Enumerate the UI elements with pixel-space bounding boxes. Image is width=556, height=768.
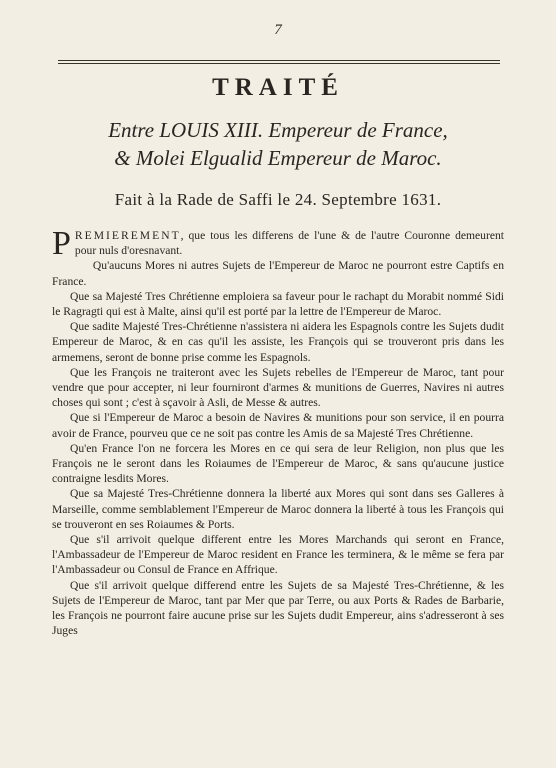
subtitle-line-2: & Molei Elgualid Empereur de Maroc. xyxy=(114,146,442,170)
article-3: Que sa Majesté Tres Chrétienne emploiera sa faveur pour le rachapt du Morabit nommé Sidi le Ragragti qui est à Malte, ainsi qu'il est porté par la lettre de l'Empereur de Maroc. xyxy=(52,289,504,319)
page-number: 7 xyxy=(274,22,282,38)
article-5: Que les François ne traiteront avec les Sujets rebelles de l'Empereur de Maroc, tant pour vendre que pour accepter, ni leur fourniront d'armes & munitions de Guerres, Navires ni autres choses qui sont ; c'est à sçavoir à Asli, de Messe & autres. xyxy=(52,365,504,410)
article-9: Que s'il arrivoit quelque different entre les Mores Marchands qui seront en France, l'Ambassadeur de l'Empereur de Maroc resident en France les terminera, & le même se fera par l'Ambassadeur ou Consul de France en Affrique. xyxy=(52,533,504,577)
article-2: Qu'aucuns Mores ni autres Sujets de l'Empereur de Maroc ne pourront estre Captifs en France. xyxy=(52,259,504,288)
article-8: Que sa Majesté Tres-Chrétienne donnera la liberté aux Mores qui sont dans ses Galleres à Marseille, comme semblablement l'Empereur de Maroc donnera la liberté à tous les François qui se trouveront en ses Roiaumes & Ports. xyxy=(52,487,504,531)
subtitle-line-1: Entre LOUIS XIII. Empereur de France, xyxy=(108,118,448,142)
treaty-body xyxy=(52,225,504,638)
article-1-text: , que tous les differens de l'une & de l'autre Couronne demeurent pour nuls d'oresnavant. xyxy=(74,229,504,258)
header-rule xyxy=(58,60,500,61)
article-1-lead: REMIEREMENT xyxy=(74,229,181,242)
document-title: TRAITÉ xyxy=(212,74,344,101)
article-6: Que si l'Empereur de Maroc a besoin de Navires & munitions pour son service, il en pourra avoir de France, pourveu que ce ne soit pas contre les Amis de sa Majesté Tres Chrétienne. xyxy=(52,411,504,440)
article-4: Que sadite Majesté Tres-Chrétienne n'assistera ni aidera les Espagnols contre les Sujets dudit Empereur de Maroc, & en cas qu'il les assiste, les François qui se trouveront pris dans les armemens, seront de bonne prise comme les Espagnols. xyxy=(52,320,504,364)
article-1 xyxy=(52,225,504,262)
dateline: Fait à la Rade de Saffi le 24. Septembre 1631. xyxy=(114,190,442,209)
drop-cap: P xyxy=(52,225,71,262)
article-7: Qu'en France l'on ne forcera les Mores en ce qui sera de leur Religion, non plus que les François ne le seront dans les Roiaumes de l'Empereur de Maroc, & sans qu'aucune justice contraigne lesdits Mores. xyxy=(52,441,504,486)
article-10: Que s'il arrivoit quelque differend entre les Sujets de sa Majesté Tres-Chrétienne, & les Sujets de l'Empereur de Maroc, tant par Mer que par Terre, ou aux Ports & Rades de Barbarie, les François ne pourront faire aucune prise sur les Sujets dudit Empereur, ains s'adresseront à ses Juges xyxy=(52,578,504,638)
